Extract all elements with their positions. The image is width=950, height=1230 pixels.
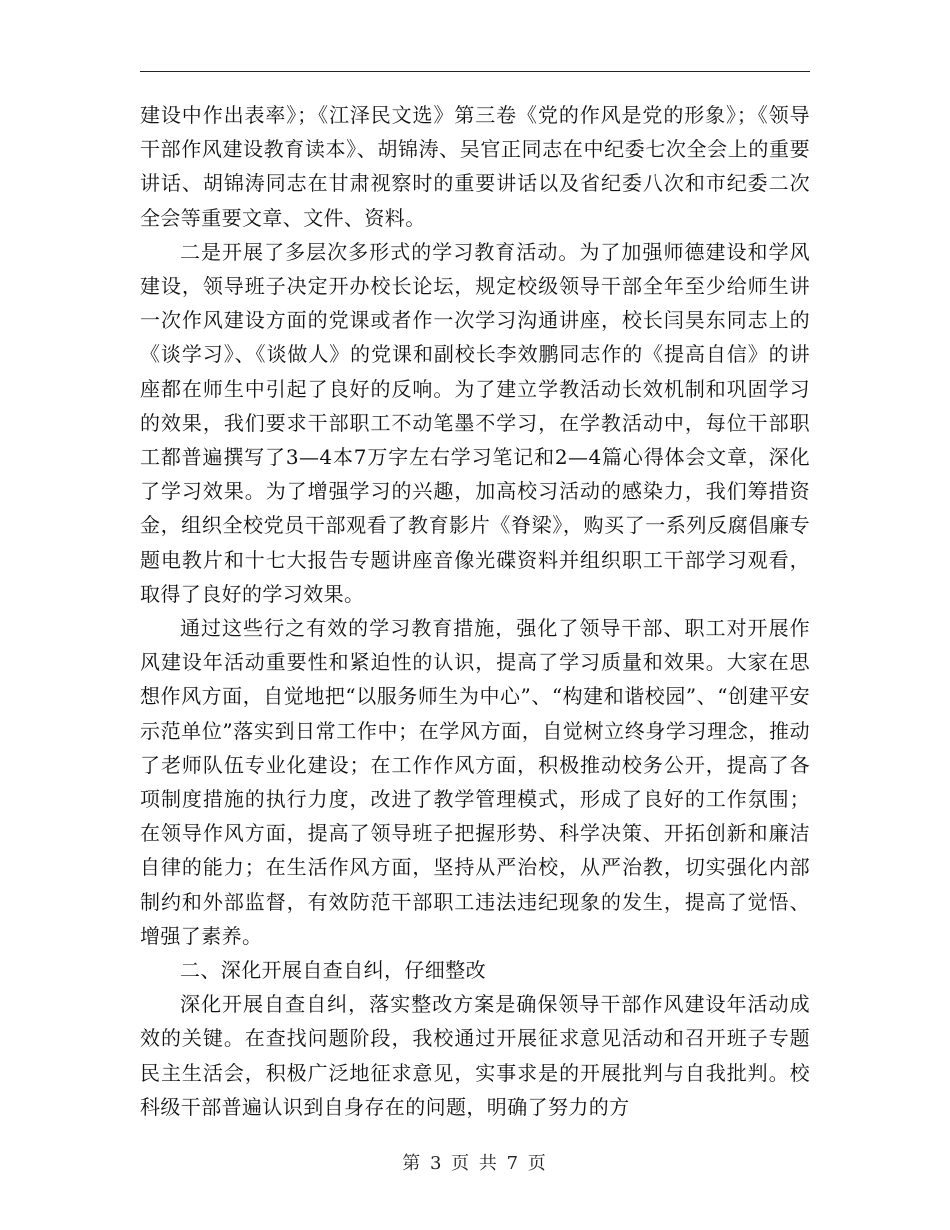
paragraph-reading-list-continuation: 建设中作出表率》；《江泽民文选》第三卷《党的作风是党的形象》；《领导干部作风建设教育读本》、胡锦涛、吴官正同志在中纪委七次全会上的重要讲话、胡锦涛同志在甘肃视察时的重要讲话以及省纪委八次和市纪委二次全会等重要文章、文件、资料。 [140, 103, 810, 230]
header-rule [140, 71, 810, 72]
paragraph-study-activities: 二是开展了多层次多形式的学习教育活动。为了加强师德建设和学风建设，领导班子决定开办校长论坛，规定校级领导干部全年至少给师生讲一次作风建设方面的党课或者作一次学习沟通讲座，校长闫昊东同志上的《谈学习》、《谈做人》的党课和副校长李效鹏同志作的《提高自信》的讲座都在师生中引起了良好的反响。为了建立学教活动长效机制和巩固学习的效果，我们要求干部职工不动笔墨不学习，在学教活动中，每位干部职工都普遍撰写了3—4本7万字左右学习笔记和2—4篇心得体会文章，深化了学习效果。为了增强学习的兴趣，加高校习活动的感染力，我们筹措资金，组织全校党员干部观看了教育影片《脊梁》，购买了一系列反腐倡廉专题电教片和十七大报告专题讲座音像光碟资料并组织职工干部学习观看，取得了良好的学习效果。 [140, 239, 810, 606]
page-number-footer: 第 3 页 共 7 页 [402, 1153, 548, 1174]
section-heading-self-inspection: 二、深化开展自查自纠，仔细整改 [180, 958, 486, 983]
paragraph-self-inspection: 深化开展自查自纠，落实整改方案是确保领导干部作风建设年活动成效的关键。在查找问题阶段，我校通过开展征求意见活动和召开班子专题民主生活会，积极广泛地征求意见，实事求是的开展批判与自我批判。校科级干部普遍认识到自身存在的问题，明确了努力的方 [140, 992, 810, 1119]
document-body [140, 98, 810, 1124]
paragraph-effects: 通过这些行之有效的学习教育措施，强化了领导干部、职工对开展作风建设年活动重要性和紧迫性的认识，提高了学习质量和效果。大家在思想作风方面，自觉地把“以服务师生为中心”、“构建和谐校园”、“创建平安示范单位”落实到日常工作中；在学风方面，自觉树立终身学习理念，推动了老师队伍专业化建设；在工作作风方面，积极推动校务公开，提高了各项制度措施的执行力度，改进了教学管理模式，形成了良好的工作氛围；在领导作风方面，提高了领导班子把握形势、科学决策、开拓创新和廉洁自律的能力；在生活作风方面，坚持从严治校，从严治教，切实强化内部制约和外部监督，有效防范干部职工违法违纪现象的发生，提高了觉悟、增强了素养。 [140, 616, 810, 948]
